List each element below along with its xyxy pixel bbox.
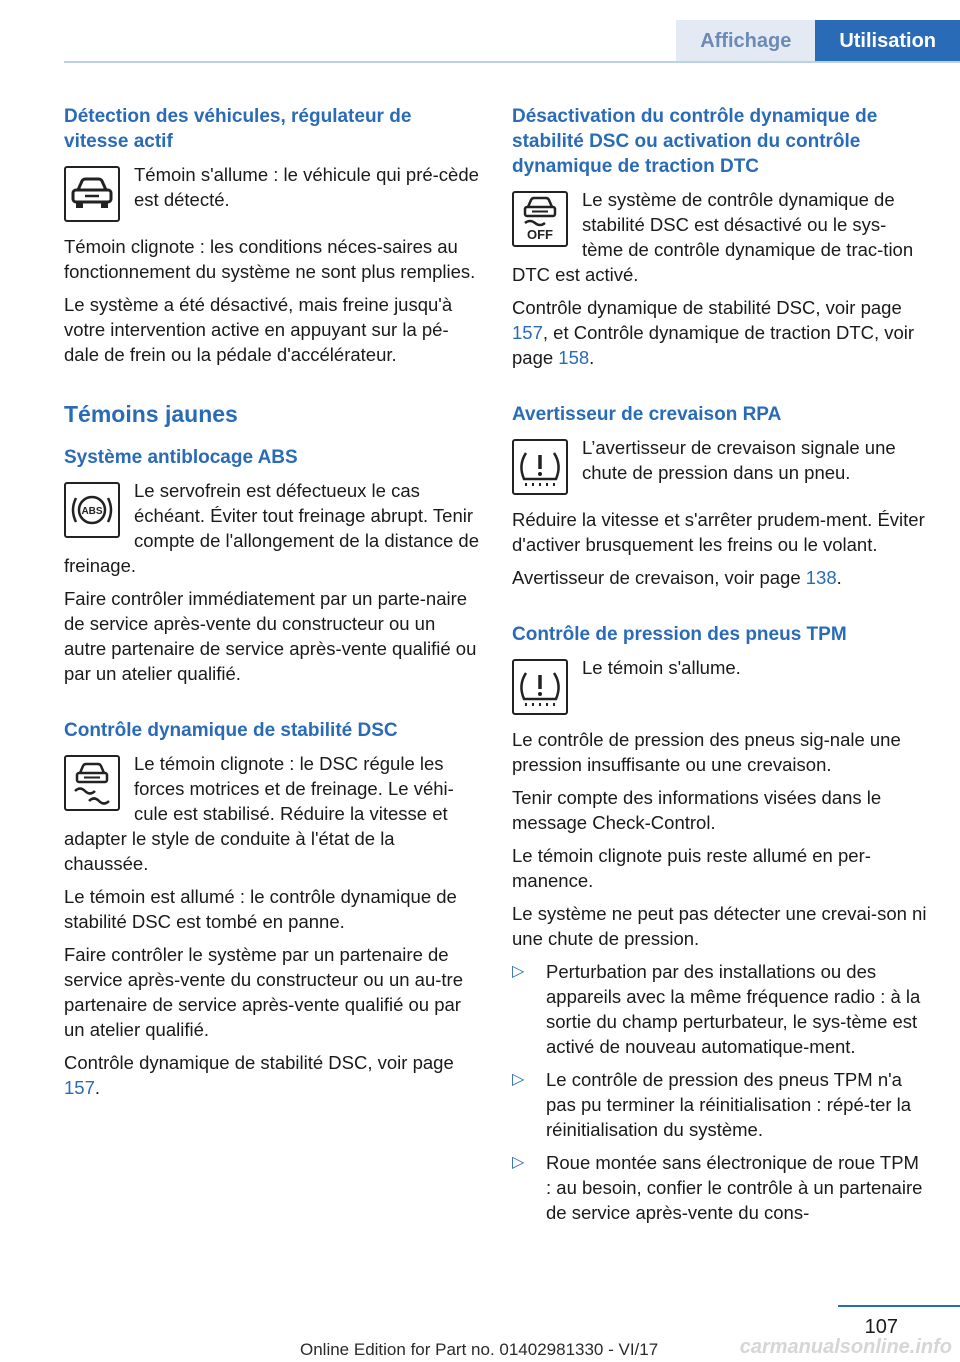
dsc-off-ref-end: .: [589, 347, 595, 368]
vehicle-detection-blink-text: [64, 234, 480, 284]
heading-tpm: Contrôle de pression des pneus TPM: [512, 624, 847, 645]
dsc-block: [64, 751, 480, 876]
page-link-157[interactable]: 157: [64, 1077, 95, 1098]
dsc-off-ref-mid: , et Contrôle dynamique de traction DTC, voir page: [512, 322, 915, 368]
page-link-158[interactable]: 158: [558, 347, 590, 368]
rpa-ref: [512, 565, 927, 590]
list-item: [512, 1067, 927, 1142]
heading-dsc: Contrôle dynamique de stabilité DSC: [64, 720, 398, 741]
left-column: [64, 100, 480, 1108]
tire-pressure-warning-icon: [512, 439, 568, 495]
tpm-paragraph-2: Le témoin clignote puis reste allumé en per-manence.: [512, 845, 871, 891]
dsc-text: Le témoin clignote : le DSC régule les forces motrices et de freinage. Le véhi-cule est stabilisé. Réduire la vitesse et adapter le style de conduite à l'état de la chaussée.: [64, 753, 454, 874]
rpa-text: L’avertisseur de crevaison signale une chute de pression dans un pneu.: [582, 437, 896, 483]
heading-vehicle-detection: Détection des véhicules, régulateur de vitesse actif: [64, 106, 412, 152]
header-tabs: [676, 20, 960, 62]
triangle-bullet-icon: ▷: [512, 1154, 525, 1171]
tab-affichage[interactable]: Affichage: [676, 20, 815, 62]
svg-text:ABS: ABS: [81, 506, 103, 517]
vehicle-detection-block: [64, 162, 480, 226]
vehicle-detected-text: Témoin s'allume : le véhicule qui pré-cède est détecté.: [134, 164, 479, 210]
dsc-off-icon: [512, 191, 568, 247]
tab-utilisation[interactable]: Utilisation: [815, 20, 960, 62]
tpm-bullet-list: [512, 959, 927, 1225]
tpm-text-b: Le contrôle de pression des pneus sig-nale une pression insuffisante ou une crevaison.: [512, 729, 901, 775]
tpm-text-a: Le témoin s'allume.: [582, 657, 741, 678]
dsc-off-text: Le système de contrôle dynamique de stabilité DSC est désactivé ou le sys-tème de contrôle dynamique de trac-tion DTC est activé.: [512, 189, 914, 285]
bullet-text: Roue montée sans électronique de roue TPM : au besoin, confier le contrôle à un partenaire de service après-vente du cons-: [546, 1152, 923, 1223]
list-item: [512, 1150, 927, 1225]
dsc-paragraph-2: Faire contrôler le système par un partenaire de service après-vente du constructeur ou un au-tre partenaire de service après-vente qualifié ou par un atelier qualifié.: [64, 944, 463, 1040]
page-number: 107: [864, 1316, 898, 1338]
dsc-paragraph-1: Le témoin est allumé : le contrôle dynamique de stabilité DSC est tombé en panne.: [64, 886, 457, 932]
rpa-block: [512, 435, 927, 499]
page-link-157[interactable]: 157: [512, 322, 543, 343]
abs-text: Le servofrein est défectueux le cas échéant. Éviter tout freinage abrupt. Tenir compte de l'allongement de la distance de freinage.: [64, 480, 479, 576]
heading-abs: Système antiblocage ABS: [64, 447, 298, 468]
dsc-ref-end: .: [94, 1077, 101, 1098]
svg-text:OFF: OFF: [527, 227, 553, 242]
tpm-paragraph-1: Tenir compte des informations visées dans le message Check-Control.: [512, 787, 882, 833]
section-title-yellow-lights: Témoins jaunes: [64, 401, 238, 427]
dsc-icon: [64, 755, 120, 811]
page-link-138[interactable]: 138: [805, 567, 837, 588]
blink-text: Témoin clignote : les conditions néces-saires au fonctionnement du système ne sont plus remplies.: [64, 236, 476, 282]
heading-dsc-off: Désactivation du contrôle dynamique de stabilité DSC ou activation du contrôle dynamique de traction DTC: [512, 106, 878, 177]
rpa-text-2: [512, 507, 927, 557]
tire-pressure-warning-icon: [512, 659, 568, 715]
dsc-paragraph-3: [64, 1050, 480, 1100]
footer-divider: [838, 1305, 960, 1307]
dsc-off-ref-pre: Contrôle dynamique de stabilité DSC, voir page: [512, 297, 902, 318]
watermark: carmanualsonline.info: [739, 1336, 952, 1358]
dsc-off-block: [512, 187, 927, 287]
vehicle-detection-paragraph: Le système a été désactivé, mais freine jusqu'à votre intervention active en appuyant sur la pé-dale de frein ou la pédale d'accélérateur.: [64, 294, 453, 365]
heading-rpa: Avertisseur de crevaison RPA: [512, 404, 782, 425]
abs-icon: [64, 482, 120, 538]
triangle-bullet-icon: ▷: [512, 963, 525, 980]
edition-text: Online Edition for Part no. 01402981330 - VI/17: [300, 1340, 659, 1359]
abs-paragraph: Faire contrôler immédiatement par un parte-naire de service après-vente du constructeur ou un autre partenaire de service après-vente qualifié ou par un atelier qualifié.: [64, 588, 477, 684]
dsc-off-ref: [512, 295, 927, 370]
abs-block: [64, 478, 480, 578]
bullet-text: Perturbation par des installations ou des appareils avec la même fréquence radio : à la sortie du champ perturbateur, le sys-tème est activé de nouveau automatique-ment.: [546, 961, 921, 1057]
bullet-text: Le contrôle de pression des pneus TPM n'a pas pu terminer la réinitialisation : répé-ter la réinitialisation du système.: [546, 1069, 912, 1140]
dsc-ref-text: Contrôle dynamique de stabilité DSC, voir page: [64, 1052, 454, 1073]
tpm-paragraph-3: Le système ne peut pas détecter une crevai-son ni une chute de pression.: [512, 903, 927, 949]
right-column: [512, 100, 927, 1233]
header-divider: [64, 61, 960, 63]
car-ahead-icon: [64, 166, 120, 222]
rpa-instructions: Réduire la vitesse et s'arrêter prudem-ment. Éviter d'activer brusquement les freins ou le volant.: [512, 509, 925, 555]
rpa-ref-end: .: [836, 567, 842, 588]
triangle-bullet-icon: ▷: [512, 1071, 525, 1088]
tpm-block: [512, 655, 927, 777]
rpa-ref-pre: Avertisseur de crevaison, voir page: [512, 567, 806, 588]
list-item: [512, 959, 927, 1059]
